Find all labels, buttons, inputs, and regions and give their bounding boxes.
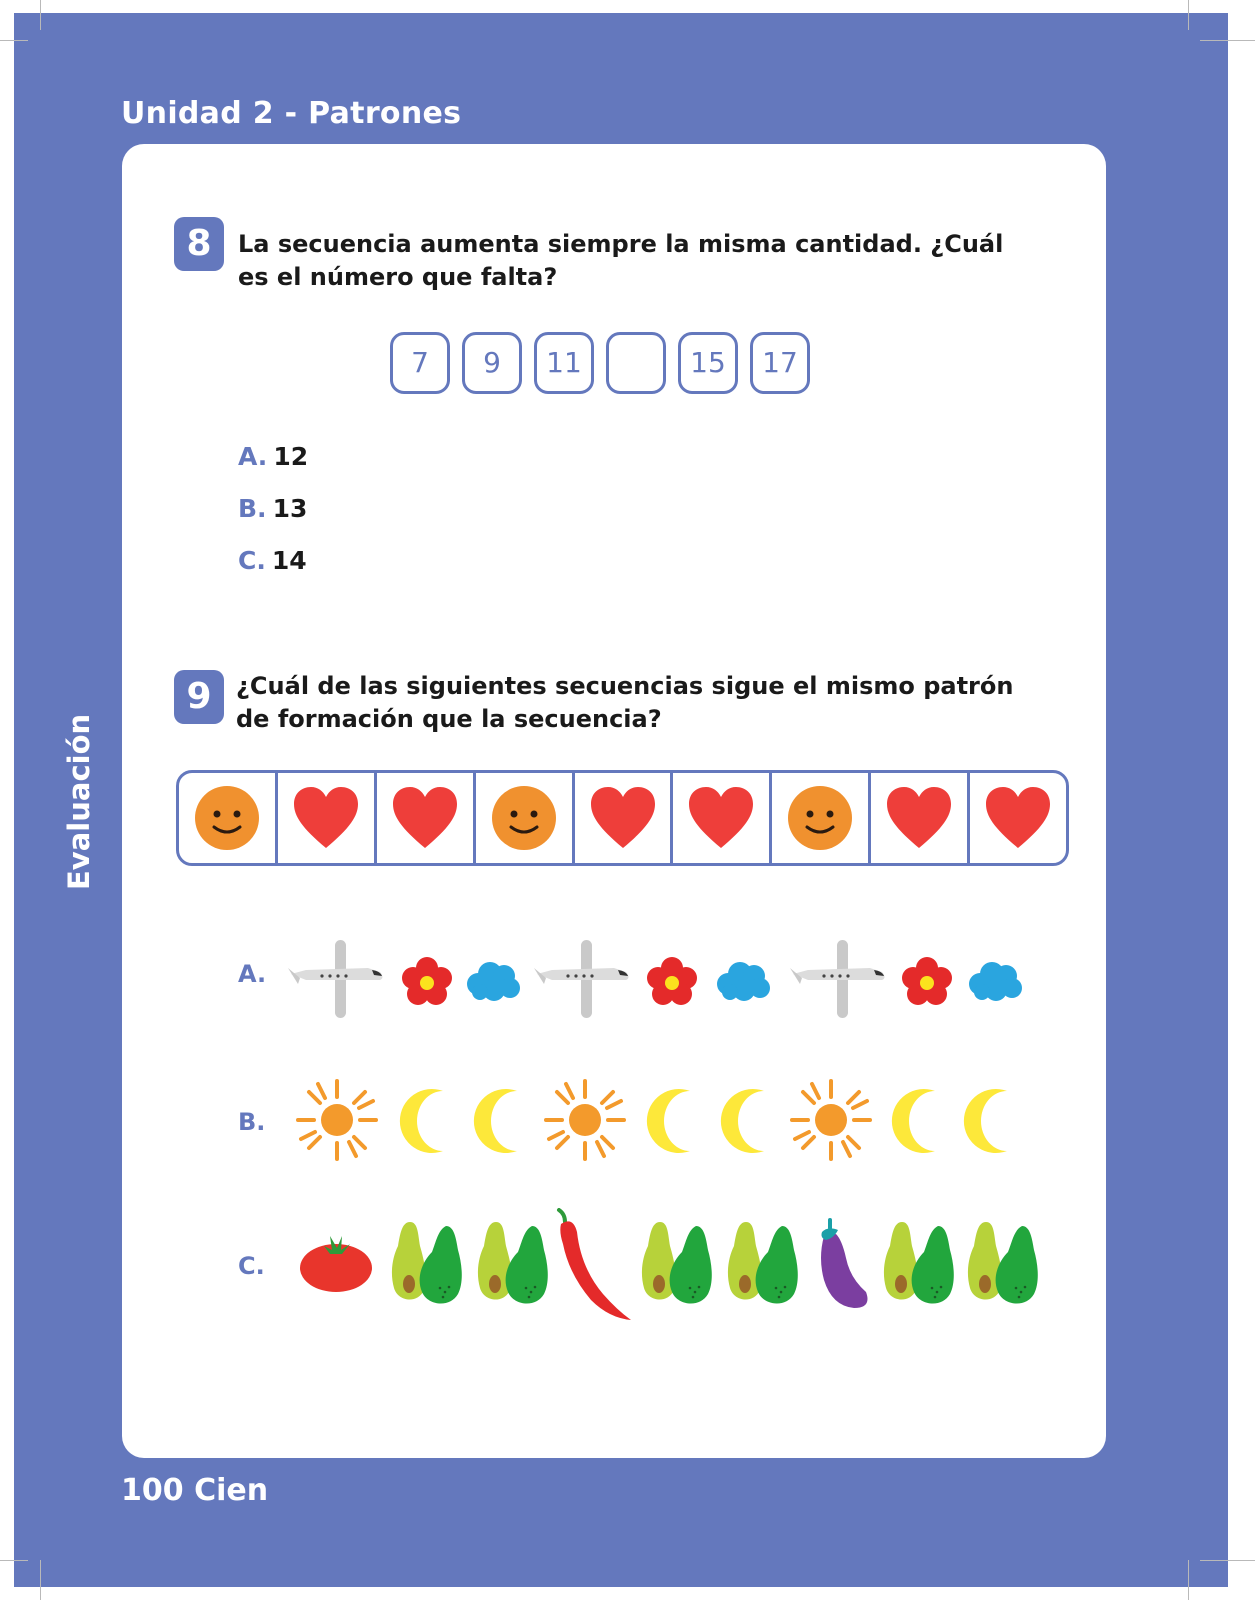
pattern-cell xyxy=(970,773,1066,863)
crop-mark xyxy=(0,40,28,41)
question-9-text: ¿Cuál de las siguientes secuencias sigue el mismo patrón de formación que la secuencia? xyxy=(236,672,1014,733)
pattern-cell xyxy=(673,773,772,863)
cloud-icon xyxy=(966,960,1024,1002)
sequence-box: 7 xyxy=(390,332,450,394)
answer-option-a[interactable] xyxy=(238,442,308,471)
sequence-box: 15 xyxy=(678,332,738,394)
sun-icon xyxy=(295,1078,379,1162)
number-sequence xyxy=(390,332,810,394)
avocado-icon xyxy=(880,1218,956,1310)
pattern-cell xyxy=(179,773,278,863)
option-letter: C. xyxy=(238,546,266,575)
moon-icon xyxy=(961,1087,1017,1155)
heart-icon xyxy=(292,786,360,850)
flower-icon xyxy=(646,956,698,1006)
question-8-number: 8 xyxy=(174,217,224,271)
cloud-icon xyxy=(714,960,772,1002)
tomato-icon xyxy=(298,1228,374,1294)
page-number: 100 Cien xyxy=(121,1473,269,1508)
airplane-icon xyxy=(532,938,632,1020)
heart-icon xyxy=(687,786,755,850)
moon-icon xyxy=(471,1087,527,1155)
answer-option-b[interactable] xyxy=(238,494,307,523)
flower-icon xyxy=(901,956,953,1006)
answer-option-c[interactable] xyxy=(238,546,307,575)
pattern-cell xyxy=(772,773,871,863)
heart-icon xyxy=(391,786,459,850)
sequence-box: 9 xyxy=(462,332,522,394)
chili-pepper-icon xyxy=(555,1208,635,1324)
avocado-icon xyxy=(724,1218,800,1310)
crop-mark xyxy=(1188,1560,1189,1600)
sun-icon xyxy=(543,1078,627,1162)
moon-icon xyxy=(397,1087,453,1155)
pattern-cell xyxy=(575,773,674,863)
pattern-strip xyxy=(176,770,1069,866)
option-value: 12 xyxy=(273,442,309,471)
airplane-icon xyxy=(788,938,888,1020)
option-value: 13 xyxy=(272,494,308,523)
heart-icon xyxy=(589,786,657,850)
crop-mark xyxy=(40,0,41,30)
moon-icon xyxy=(644,1087,700,1155)
crop-mark xyxy=(1188,0,1189,30)
smiley-face-icon xyxy=(786,784,854,852)
crop-mark xyxy=(0,1560,28,1561)
crop-mark xyxy=(1200,40,1255,41)
avocado-icon xyxy=(388,1218,464,1310)
sequence-box-missing[interactable] xyxy=(606,332,666,394)
sequence-box: 17 xyxy=(750,332,810,394)
avocado-icon xyxy=(474,1218,550,1310)
pattern-cell xyxy=(377,773,476,863)
moon-icon xyxy=(718,1087,774,1155)
sun-icon xyxy=(789,1078,873,1162)
question-8-text: La secuencia aumenta siempre la misma cantidad. ¿Cuál es el número que falta? xyxy=(238,230,1004,291)
section-side-label: Evaluación xyxy=(62,713,96,890)
pattern-cell xyxy=(278,773,377,863)
heart-icon xyxy=(984,786,1052,850)
crop-mark xyxy=(1200,1560,1255,1561)
option-letter: B. xyxy=(238,494,267,523)
eggplant-icon xyxy=(810,1218,874,1312)
crop-mark xyxy=(40,1560,41,1600)
moon-icon xyxy=(889,1087,945,1155)
option-value: 14 xyxy=(271,546,307,575)
sequence-box: 11 xyxy=(534,332,594,394)
question-9-number: 9 xyxy=(174,670,224,724)
flower-icon xyxy=(401,956,453,1006)
pattern-cell xyxy=(871,773,970,863)
option-b-letter[interactable]: B. xyxy=(238,1108,266,1136)
smiley-face-icon xyxy=(193,784,261,852)
smiley-face-icon xyxy=(490,784,558,852)
airplane-icon xyxy=(286,938,386,1020)
pattern-cell xyxy=(476,773,575,863)
heart-icon xyxy=(885,786,953,850)
cloud-icon xyxy=(464,960,522,1002)
option-letter: A. xyxy=(238,442,268,471)
option-c-letter[interactable]: C. xyxy=(238,1252,265,1280)
unit-title: Unidad 2 - Patrones xyxy=(121,96,462,131)
option-a-letter[interactable]: A. xyxy=(238,960,267,988)
avocado-icon xyxy=(964,1218,1040,1310)
avocado-icon xyxy=(638,1218,714,1310)
